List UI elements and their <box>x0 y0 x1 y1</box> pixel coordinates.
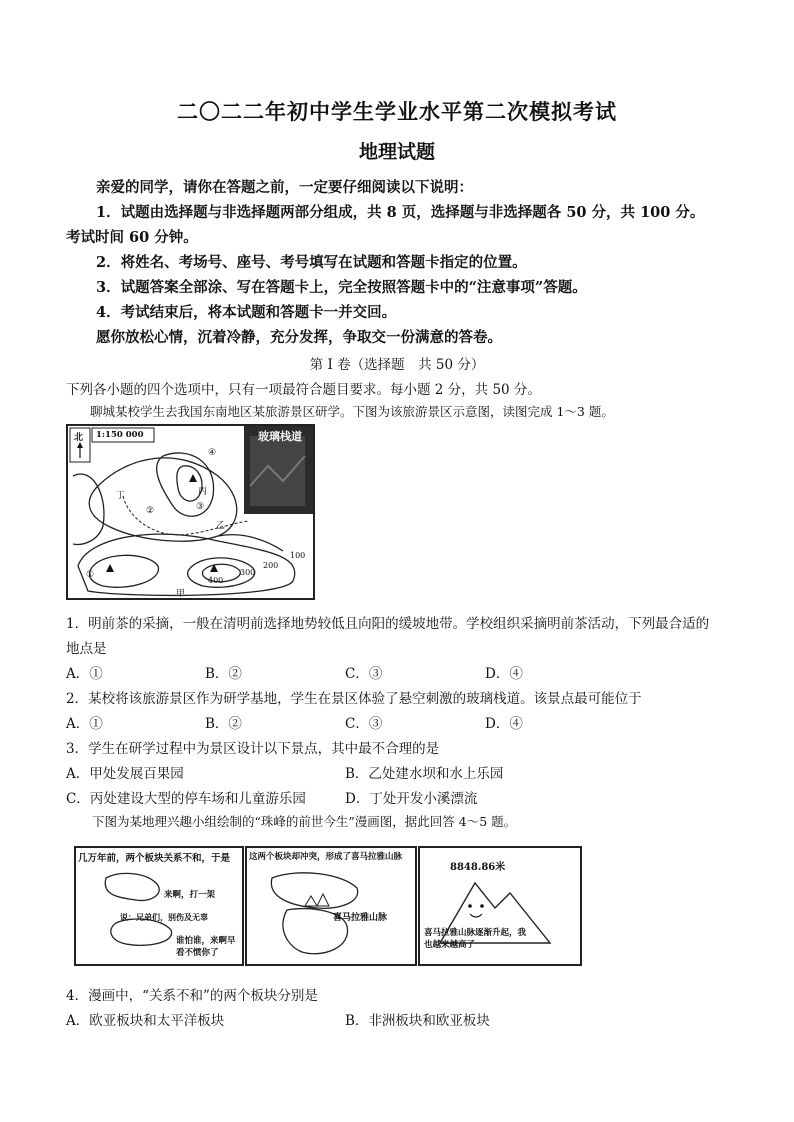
plate-shape-1 <box>105 873 159 900</box>
instruction-item-1: 1．试题由选择题与非选择题两部分组成，共 8 页，选择题与非选择题各 50 分，共 100 分。 <box>96 204 705 221</box>
contour-label-100: 100 <box>290 551 306 560</box>
q2-option-a[interactable]: A．① <box>66 716 103 732</box>
exam-title: 二〇二二年初中学生学业水平第二次模拟考试 <box>177 99 617 124</box>
q3-option-d[interactable]: D．丁处开发小溪漂流 <box>345 791 478 807</box>
comic-panel-1 <box>74 846 244 966</box>
panel-2-label: 喜马拉雅山脉 <box>333 913 388 923</box>
question-group-intro-2: 下图为某地理兴趣小组绘制的“珠峰的前世今生”漫画图，据此回答 4～5 题。 <box>92 814 517 829</box>
q1-option-c[interactable]: C．③ <box>345 666 383 682</box>
mountain-eye <box>480 904 484 908</box>
panel-3-text: 喜马拉雅山脉逐渐升起，我也越来越高了 <box>424 928 527 950</box>
peak-icon <box>189 474 197 482</box>
panel-1-bubble-2: 说：兄弟们，别伤及无辜 <box>120 912 208 922</box>
north-label: 北 <box>74 433 84 443</box>
question-4-stem: 4．漫画中，“关系不和”的两个板块分别是 <box>66 988 318 1004</box>
scenic-area-map <box>66 424 315 600</box>
q2-option-b[interactable]: B．② <box>205 716 242 732</box>
panel-1-caption: 几万年前，两个板块关系不和，于是 <box>78 853 231 864</box>
photo-texture <box>250 436 305 506</box>
place-ding: 丁 <box>116 491 126 501</box>
q1-option-a[interactable]: A．① <box>66 666 103 682</box>
contour-label-200: 200 <box>263 561 279 570</box>
q3-option-a[interactable]: A．甲处发展百果园 <box>66 766 184 782</box>
q3-option-c[interactable]: C．丙处建设大型的停车场和儿童游乐园 <box>66 791 306 807</box>
place-bing: 丙 <box>198 487 208 497</box>
q2-option-c[interactable]: C．③ <box>345 716 383 732</box>
instructions-greeting: 亲爱的同学，请你在答题之前，一定要仔细阅读以下说明： <box>96 179 473 196</box>
instruction-item-1-cont: 考试时间 60 分钟。 <box>66 229 198 246</box>
comic-panel-3 <box>418 846 582 966</box>
mountain-smile <box>470 914 482 917</box>
section-description: 下列各小题的四个选项中，只有一项最符合题目要求。每小题 2 分，共 50 分。 <box>66 382 541 398</box>
q1-option-b[interactable]: B．② <box>205 666 242 682</box>
question-1-stem: 1．明前茶的采摘，一般在清明前选择地势较低且向阳的缓坡地带。学校组织采摘明前茶活动，下列最合适的 <box>66 616 710 632</box>
q3-option-b[interactable]: B．乙处建水坝和水上乐园 <box>345 766 504 782</box>
mountain-icon <box>305 894 329 906</box>
place-jia: 甲 <box>176 589 186 599</box>
exam-subtitle: 地理试题 <box>358 141 435 163</box>
question-group-intro-1: 聊城某校学生去我国东南地区某旅游景区研学。下图为该旅游景区示意图，读图完成 1～3 题。 <box>90 404 614 419</box>
question-3-stem: 3．学生在研学过程中为景区设计以下景点，其中最不合理的是 <box>66 741 440 757</box>
instruction-item-2: 2．将姓名、考场号、座号、考号填写在试题和答题卡指定的位置。 <box>96 254 527 271</box>
contour-label-300: 300 <box>240 568 256 577</box>
map-scale: 1:150 000 <box>96 430 144 440</box>
place-yi: 乙 <box>216 521 226 531</box>
section-title: 第 I 卷（选择题 共 50 分） <box>309 357 485 373</box>
place-3: ③ <box>196 502 205 512</box>
panel-1-bubble-3: 谁怕谁，来啊早看不惯你了 <box>176 936 236 958</box>
place-1: ① <box>86 570 95 580</box>
everest-height: 8848.86米 <box>450 862 506 873</box>
panel-1-bubble-1: 来啊，打一架 <box>164 890 216 900</box>
mountain-eye <box>468 904 472 908</box>
instructions-wish: 愿你放松心情，沉着冷静，充分发挥，争取交一份满意的答卷。 <box>96 329 502 346</box>
glass-walkway-label: 玻璃栈道 <box>258 430 302 443</box>
place-2: ② <box>146 506 155 516</box>
panel-2-caption: 这两个板块却冲突，形成了喜马拉雅山脉 <box>249 852 403 862</box>
instruction-item-3: 3．试题答案全部涂、写在答题卡上，完全按照答题卡中的“注意事项”答题。 <box>96 279 587 296</box>
plate-shape-eurasian <box>271 873 357 909</box>
question-2-stem: 2．某校将该旅游景区作为研学基地，学生在景区体验了悬空刺激的玻璃栈道。该景点最可能位于 <box>66 691 642 707</box>
q1-option-d[interactable]: D．④ <box>485 666 523 682</box>
question-1-stem-cont: 地点是 <box>66 641 107 657</box>
q4-option-b[interactable]: B．非洲板块和欧亚板块 <box>345 1013 490 1029</box>
instruction-item-4: 4．考试结束后，将本试题和答题卡一并交回。 <box>96 304 397 321</box>
q2-option-d[interactable]: D．④ <box>485 716 523 732</box>
comic-panel-2 <box>245 846 417 966</box>
place-4: ④ <box>208 448 217 458</box>
contour-label-400: 400 <box>208 576 224 585</box>
q4-option-a[interactable]: A．欧亚板块和太平洋板块 <box>66 1013 225 1029</box>
peak-icon <box>106 564 114 572</box>
